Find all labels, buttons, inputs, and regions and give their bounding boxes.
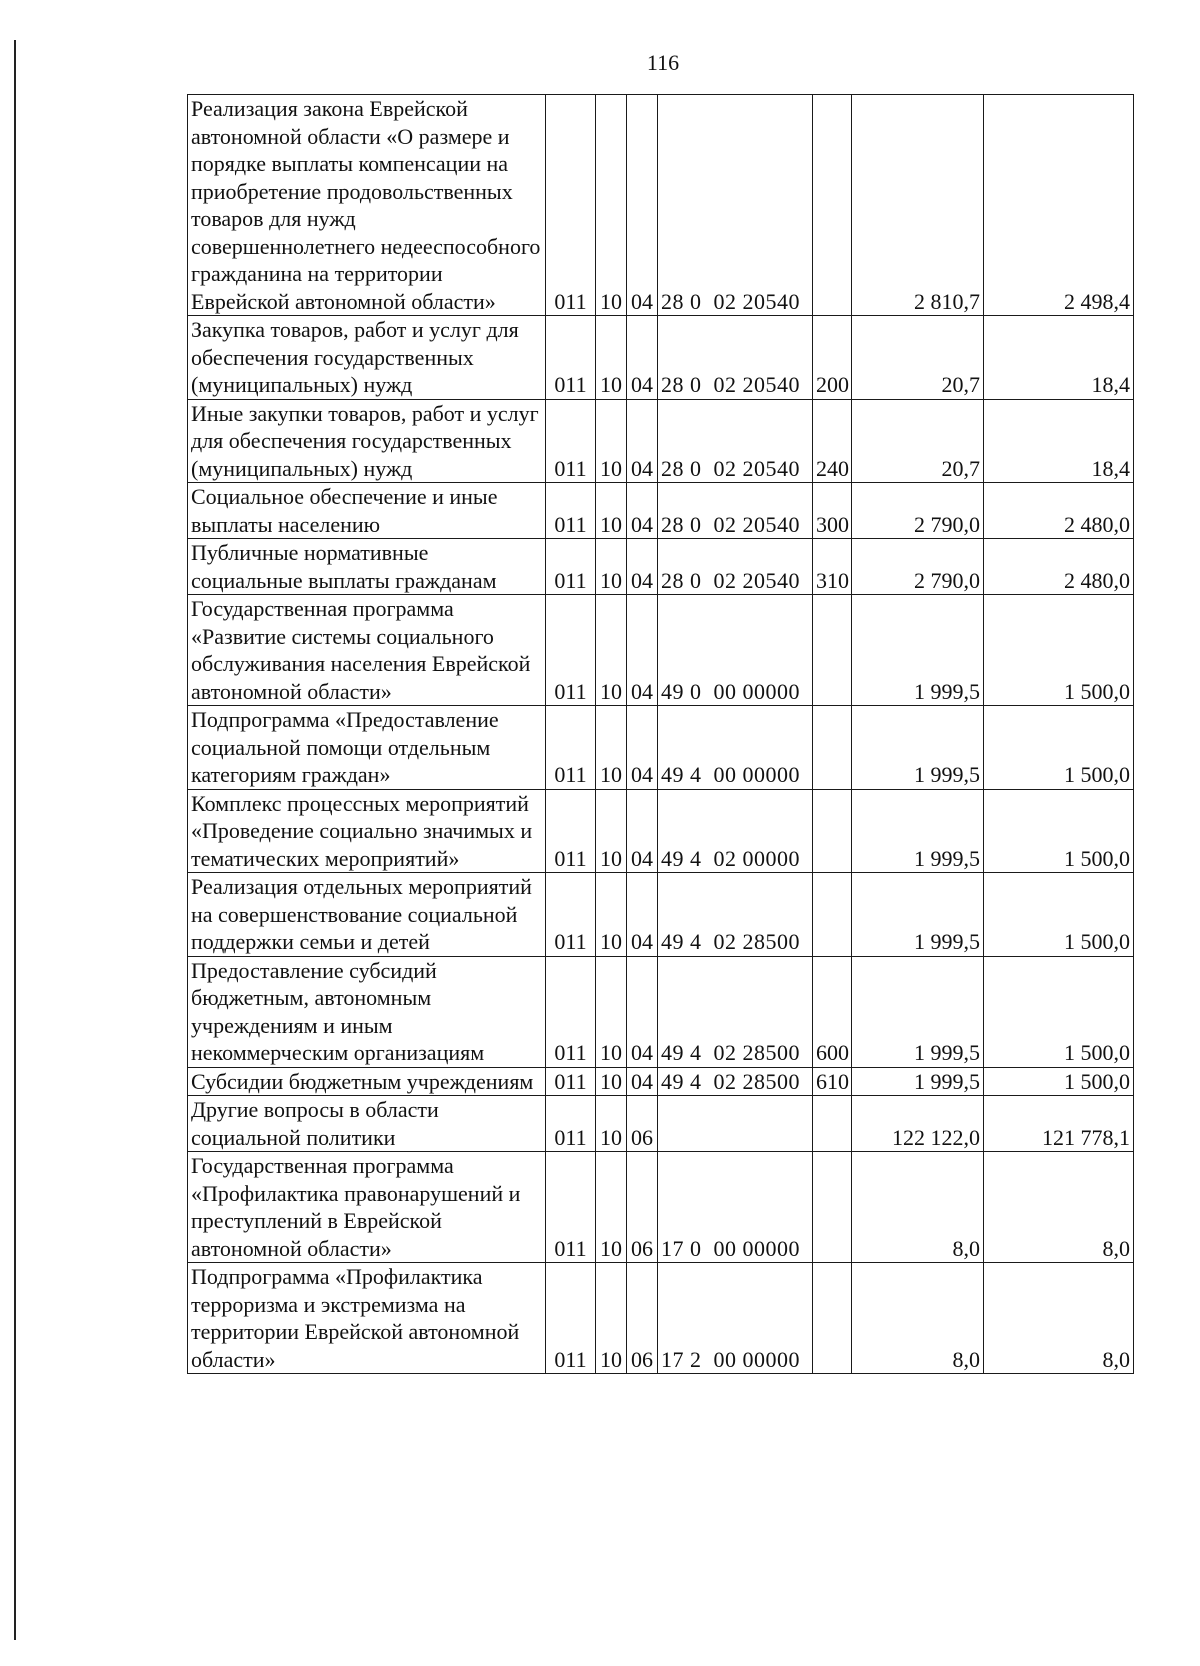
table-row xyxy=(188,483,1134,539)
table-row xyxy=(188,539,1134,595)
expense-type-cell xyxy=(813,1152,852,1263)
table-body xyxy=(188,95,1134,1374)
row-name-cell: Публичные нормативные социальные выплаты гражданам xyxy=(188,539,546,595)
amount-year1-cell: 8,0 xyxy=(852,1152,984,1263)
subsection-code-cell: 04 xyxy=(627,873,658,957)
scan-edge-line xyxy=(14,40,16,1640)
expense-type-cell: 310 xyxy=(813,539,852,595)
target-article-cell: 17 0 00 00000 xyxy=(658,1152,813,1263)
amount-year2-cell: 2 480,0 xyxy=(984,539,1134,595)
expense-type-cell xyxy=(813,1263,852,1374)
table-row xyxy=(188,95,1134,316)
table-row xyxy=(188,316,1134,400)
amount-year1-cell: 1 999,5 xyxy=(852,595,984,706)
amount-year2-cell: 18,4 xyxy=(984,399,1134,483)
expense-type-cell: 300 xyxy=(813,483,852,539)
target-article-cell: 49 0 00 00000 xyxy=(658,595,813,706)
section-code-cell: 10 xyxy=(596,1152,627,1263)
section-code-cell: 10 xyxy=(596,95,627,316)
amount-year2-cell: 121 778,1 xyxy=(984,1096,1134,1152)
subsection-code-cell: 04 xyxy=(627,706,658,790)
row-name-cell: Другие вопросы в области социальной политики xyxy=(188,1096,546,1152)
section-code-cell: 10 xyxy=(596,1067,627,1096)
ministry-code-cell: 011 xyxy=(546,1263,596,1374)
row-name-cell: Закупка товаров, работ и услуг для обеспечения государственных (муниципальных) нужд xyxy=(188,316,546,400)
expense-type-cell xyxy=(813,873,852,957)
row-name-cell: Государственная программа «Развитие системы социального обслуживания населения Еврейской автономной области» xyxy=(188,595,546,706)
row-name-cell: Государственная программа «Профилактика правонарушений и преступлений в Еврейской автономной области» xyxy=(188,1152,546,1263)
target-article-cell: 28 0 02 20540 xyxy=(658,95,813,316)
row-name-cell: Реализация закона Еврейской автономной области «О размере и порядке выплаты компенсации на приобретение продовольственных товаров для нужд совершеннолетнего недееспособного гражданина на территории Еврейской автономной области» xyxy=(188,95,546,316)
section-code-cell: 10 xyxy=(596,316,627,400)
table-row xyxy=(188,1263,1134,1374)
row-name-cell: Предоставление субсидий бюджетным, автономным учреждениям и иным некоммерческим организациям xyxy=(188,956,546,1067)
expense-type-cell: 610 xyxy=(813,1067,852,1096)
subsection-code-cell: 04 xyxy=(627,595,658,706)
subsection-code-cell: 04 xyxy=(627,483,658,539)
ministry-code-cell: 011 xyxy=(546,1152,596,1263)
expense-type-cell xyxy=(813,95,852,316)
section-code-cell: 10 xyxy=(596,706,627,790)
expense-type-cell: 200 xyxy=(813,316,852,400)
target-article-cell: 49 4 02 28500 xyxy=(658,1067,813,1096)
ministry-code-cell: 011 xyxy=(546,789,596,873)
subsection-code-cell: 04 xyxy=(627,789,658,873)
ministry-code-cell: 011 xyxy=(546,1096,596,1152)
amount-year1-cell: 122 122,0 xyxy=(852,1096,984,1152)
row-name-cell: Подпрограмма «Профилактика терроризма и экстремизма на территории Еврейской автономной области» xyxy=(188,1263,546,1374)
target-article-cell xyxy=(658,1096,813,1152)
row-name-cell: Комплекс процессных мероприятий «Проведение социально значимых и тематических мероприятий» xyxy=(188,789,546,873)
table-row xyxy=(188,706,1134,790)
amount-year1-cell: 1 999,5 xyxy=(852,956,984,1067)
target-article-cell: 49 4 02 00000 xyxy=(658,789,813,873)
row-name-cell: Субсидии бюджетным учреждениям xyxy=(188,1067,546,1096)
amount-year2-cell: 1 500,0 xyxy=(984,789,1134,873)
expense-type-cell xyxy=(813,1096,852,1152)
amount-year2-cell: 18,4 xyxy=(984,316,1134,400)
subsection-code-cell: 04 xyxy=(627,316,658,400)
subsection-code-cell: 06 xyxy=(627,1152,658,1263)
ministry-code-cell: 011 xyxy=(546,595,596,706)
ministry-code-cell: 011 xyxy=(546,956,596,1067)
section-code-cell: 10 xyxy=(596,595,627,706)
subsection-code-cell: 06 xyxy=(627,1263,658,1374)
section-code-cell: 10 xyxy=(596,956,627,1067)
target-article-cell: 17 2 00 00000 xyxy=(658,1263,813,1374)
amount-year2-cell: 1 500,0 xyxy=(984,1067,1134,1096)
amount-year1-cell: 20,7 xyxy=(852,399,984,483)
expense-type-cell xyxy=(813,789,852,873)
table-row xyxy=(188,873,1134,957)
ministry-code-cell: 011 xyxy=(546,706,596,790)
row-name-cell: Подпрограмма «Предоставление социальной помощи отдельным категориям граждан» xyxy=(188,706,546,790)
amount-year1-cell: 20,7 xyxy=(852,316,984,400)
ministry-code-cell: 011 xyxy=(546,539,596,595)
ministry-code-cell: 011 xyxy=(546,1067,596,1096)
target-article-cell: 28 0 02 20540 xyxy=(658,483,813,539)
subsection-code-cell: 04 xyxy=(627,95,658,316)
subsection-code-cell: 04 xyxy=(627,956,658,1067)
table-row xyxy=(188,789,1134,873)
subsection-code-cell: 04 xyxy=(627,1067,658,1096)
row-name-cell: Социальное обеспечение и иные выплаты населению xyxy=(188,483,546,539)
amount-year1-cell: 2 810,7 xyxy=(852,95,984,316)
section-code-cell: 10 xyxy=(596,789,627,873)
section-code-cell: 10 xyxy=(596,1096,627,1152)
table-row xyxy=(188,1067,1134,1096)
ministry-code-cell: 011 xyxy=(546,316,596,400)
expense-type-cell xyxy=(813,595,852,706)
row-name-cell: Реализация отдельных мероприятий на совершенствование социальной поддержки семьи и детей xyxy=(188,873,546,957)
amount-year1-cell: 2 790,0 xyxy=(852,539,984,595)
amount-year2-cell: 1 500,0 xyxy=(984,595,1134,706)
amount-year1-cell: 1 999,5 xyxy=(852,706,984,790)
amount-year2-cell: 1 500,0 xyxy=(984,706,1134,790)
amount-year2-cell: 8,0 xyxy=(984,1263,1134,1374)
target-article-cell: 28 0 02 20540 xyxy=(658,316,813,400)
expense-type-cell: 240 xyxy=(813,399,852,483)
ministry-code-cell: 011 xyxy=(546,95,596,316)
target-article-cell: 49 4 02 28500 xyxy=(658,956,813,1067)
amount-year1-cell: 1 999,5 xyxy=(852,1067,984,1096)
expense-type-cell: 600 xyxy=(813,956,852,1067)
section-code-cell: 10 xyxy=(596,399,627,483)
target-article-cell: 49 4 02 28500 xyxy=(658,873,813,957)
table-row xyxy=(188,1152,1134,1263)
subsection-code-cell: 06 xyxy=(627,1096,658,1152)
expense-type-cell xyxy=(813,706,852,790)
amount-year2-cell: 1 500,0 xyxy=(984,873,1134,957)
ministry-code-cell: 011 xyxy=(546,399,596,483)
section-code-cell: 10 xyxy=(596,1263,627,1374)
table-row xyxy=(188,1096,1134,1152)
table-row xyxy=(188,399,1134,483)
subsection-code-cell: 04 xyxy=(627,399,658,483)
amount-year2-cell: 2 498,4 xyxy=(984,95,1134,316)
table-row xyxy=(188,956,1134,1067)
amount-year2-cell: 2 480,0 xyxy=(984,483,1134,539)
section-code-cell: 10 xyxy=(596,539,627,595)
ministry-code-cell: 011 xyxy=(546,483,596,539)
amount-year1-cell: 8,0 xyxy=(852,1263,984,1374)
target-article-cell: 28 0 02 20540 xyxy=(658,399,813,483)
amount-year2-cell: 8,0 xyxy=(984,1152,1134,1263)
amount-year2-cell: 1 500,0 xyxy=(984,956,1134,1067)
amount-year1-cell: 1 999,5 xyxy=(852,873,984,957)
section-code-cell: 10 xyxy=(596,873,627,957)
section-code-cell: 10 xyxy=(596,483,627,539)
subsection-code-cell: 04 xyxy=(627,539,658,595)
ministry-code-cell: 011 xyxy=(546,873,596,957)
budget-table xyxy=(187,94,1134,1374)
target-article-cell: 49 4 00 00000 xyxy=(658,706,813,790)
amount-year1-cell: 1 999,5 xyxy=(852,789,984,873)
page-number: 116 xyxy=(646,50,680,75)
target-article-cell: 28 0 02 20540 xyxy=(658,539,813,595)
table-row xyxy=(188,595,1134,706)
row-name-cell: Иные закупки товаров, работ и услуг для обеспечения государственных (муниципальных) нужд xyxy=(188,399,546,483)
amount-year1-cell: 2 790,0 xyxy=(852,483,984,539)
